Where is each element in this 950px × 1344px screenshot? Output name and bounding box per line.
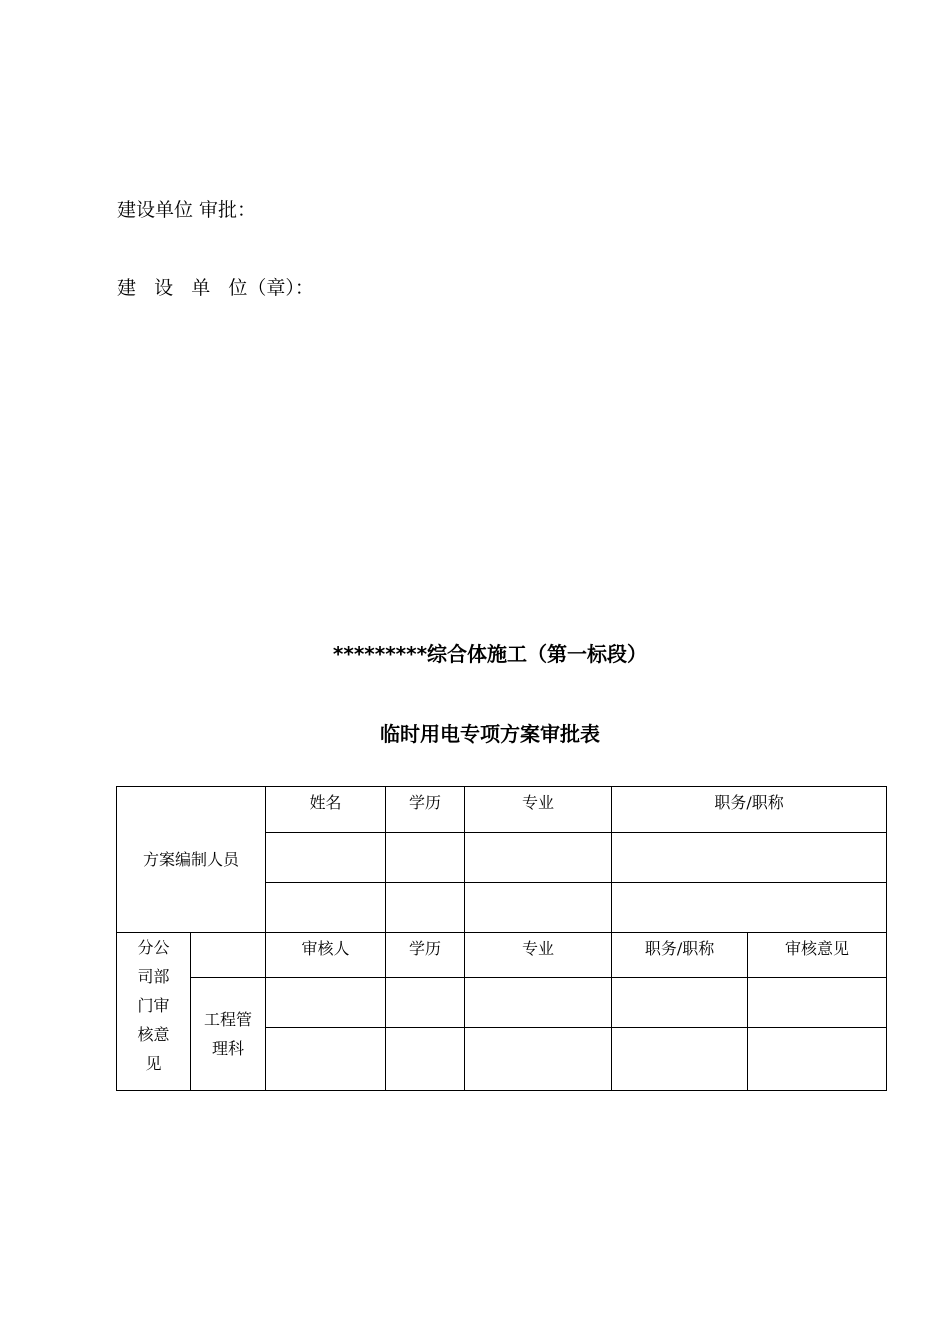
approval-table — [116, 786, 887, 1091]
compiler-name-cell-2[interactable] — [266, 883, 386, 933]
compiler-education-cell-1[interactable] — [386, 833, 465, 883]
table-row — [117, 933, 887, 978]
engineering-dept-line-2: 理科 — [212, 1039, 245, 1058]
construction-unit-seal-label: 建 设 单 位（章）： — [117, 277, 314, 299]
reviewer-education-cell-2[interactable] — [386, 1028, 465, 1091]
review-opinion-cell-2[interactable] — [748, 1028, 887, 1091]
engineering-dept-label — [191, 978, 266, 1091]
col-header-title-2: 职务/职称 — [612, 933, 748, 978]
construction-unit-approval-label: 建设单位 审批： — [117, 199, 257, 221]
blank-dept-header-cell — [191, 933, 266, 978]
reviewer-major-cell-1[interactable] — [465, 978, 612, 1028]
branch-review-label — [117, 933, 191, 1091]
project-title: *********综合体施工（第一标段） — [332, 642, 648, 666]
engineering-dept-line-1: 工程管 — [204, 1010, 253, 1029]
col-header-major: 专业 — [465, 787, 612, 833]
branch-review-line-4: 核意 — [137, 1025, 170, 1044]
col-header-education: 学历 — [386, 787, 465, 833]
form-title: 临时用电专项方案审批表 — [380, 722, 600, 746]
branch-review-line-2: 司部 — [137, 967, 170, 986]
table-row — [117, 787, 887, 833]
compiler-education-cell-2[interactable] — [386, 883, 465, 933]
compiler-name-cell-1[interactable] — [266, 833, 386, 883]
col-header-education-2: 学历 — [386, 933, 465, 978]
reviewer-cell-2[interactable] — [266, 1028, 386, 1091]
col-header-reviewer: 审核人 — [266, 933, 386, 978]
compiler-title-cell-1[interactable] — [612, 833, 887, 883]
col-header-title: 职务/职称 — [612, 787, 887, 833]
col-header-major-2: 专业 — [465, 933, 612, 978]
review-opinion-cell-1[interactable] — [748, 978, 887, 1028]
branch-review-line-5: 见 — [145, 1054, 162, 1073]
reviewer-cell-1[interactable] — [266, 978, 386, 1028]
branch-review-line-3: 门审 — [137, 996, 170, 1015]
compiler-major-cell-1[interactable] — [465, 833, 612, 883]
col-header-name: 姓名 — [266, 787, 386, 833]
branch-review-line-1: 分公 — [137, 938, 170, 957]
col-header-review-opinion: 审核意见 — [748, 933, 887, 978]
compiler-major-cell-2[interactable] — [465, 883, 612, 933]
compiler-title-cell-2[interactable] — [612, 883, 887, 933]
reviewer-education-cell-1[interactable] — [386, 978, 465, 1028]
reviewer-title-cell-2[interactable] — [612, 1028, 748, 1091]
reviewer-title-cell-1[interactable] — [612, 978, 748, 1028]
reviewer-major-cell-2[interactable] — [465, 1028, 612, 1091]
table-row — [117, 978, 887, 1028]
compiler-label: 方案编制人员 — [117, 787, 266, 933]
